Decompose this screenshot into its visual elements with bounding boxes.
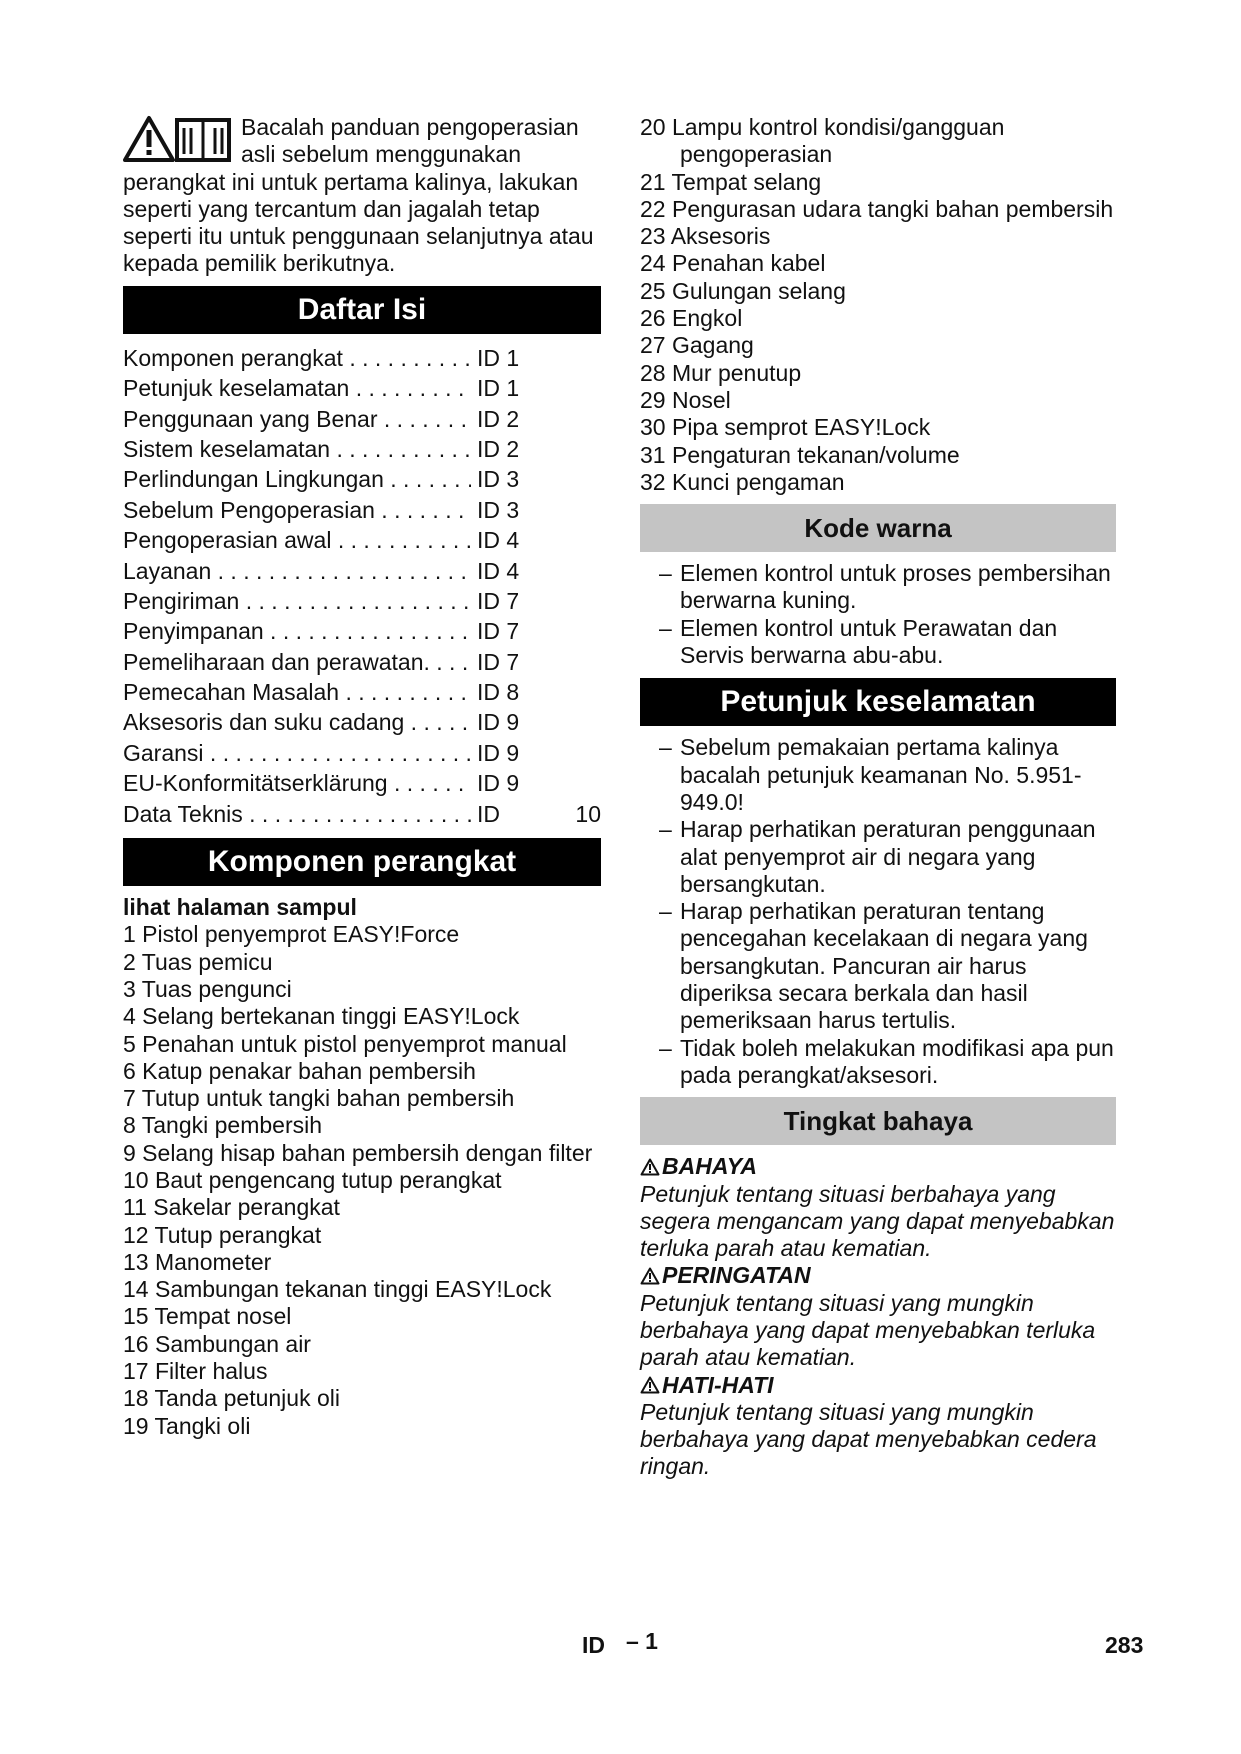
component-item: 9 Selang hisap bahan pembersih dengan filter (123, 1139, 593, 1166)
toc-entry-page: ID 4 (477, 557, 520, 584)
toc-entry-page-group (471, 556, 601, 586)
hazard-title (640, 1372, 1116, 1399)
component-item: 13 Manometer (123, 1248, 272, 1275)
hazard-text: Petunjuk tentang situasi berbahaya yang segera mengancam yang dapat menyebabkan terluka parah atau kematian. (640, 1180, 1115, 1262)
component-item: 5 Penahan untuk pistol penyemprot manual (123, 1030, 567, 1057)
component-item: 18 Tanda petunjuk oli (123, 1385, 340, 1412)
component-item: 10 Baut pengencang tutup perangkat (123, 1167, 502, 1193)
toc-entry-title: Aksesoris dan suku cadang . . . (123, 707, 471, 737)
toc-entry-page-group (471, 768, 601, 798)
intro-notice (123, 114, 601, 278)
open-book-icon (177, 120, 229, 160)
toc-entry-page-group (471, 464, 601, 494)
dash-marker: – (659, 898, 672, 925)
toc-entry-page-num: 10 (575, 800, 601, 827)
bullet-text: Harap perhatikan peraturan penggunaan alat penyemprot air di negara yang bersangkutan. (680, 816, 1096, 897)
toc-entry (123, 647, 601, 677)
toc-entry-page-group (471, 616, 601, 646)
component-item: 21 Tempat selang (640, 168, 822, 195)
toc-entry-page: ID 1 (477, 375, 520, 402)
toc-entry-page-group (471, 677, 601, 707)
warning-triangle-icon (640, 1158, 660, 1176)
toc-entry-page: ID 7 (477, 648, 520, 675)
hazard-title (640, 1153, 1116, 1180)
components-list-right (640, 114, 1116, 496)
dash-marker: – (659, 614, 672, 641)
toc-entry-title: Sistem keselamatan . . . (123, 434, 471, 464)
hazard-title-text: PERINGATAN (662, 1262, 811, 1289)
component-item: 12 Tutup perangkat (123, 1221, 322, 1248)
toc-entry-page: ID 9 (477, 739, 520, 766)
toc-entry-title: Petunjuk keselamatan . . . (123, 373, 471, 403)
components-list-left (123, 921, 601, 1440)
footer-language: ID (582, 1632, 605, 1658)
toc-entry-page-group (471, 404, 601, 434)
toc-entry-page-group (471, 373, 601, 403)
bullet-item (640, 898, 1116, 1034)
bullet-item (640, 560, 1116, 615)
component-item: 22 Pengurasan udara tangki bahan pembersih (640, 195, 1114, 222)
toc-entry-page: ID (477, 800, 500, 827)
component-item: 17 Filter halus (123, 1358, 268, 1385)
toc-heading: Daftar Isi (123, 286, 601, 334)
component-item: 30 Pipa semprot EASY!Lock (640, 414, 931, 441)
right-column (640, 114, 1116, 1481)
component-item: 1 Pistol penyemprot EASY!Force (123, 921, 460, 948)
component-item: 29 Nosel (640, 386, 731, 413)
bullet-item (640, 1035, 1116, 1090)
footer-page-number: 283 (1105, 1632, 1144, 1658)
component-item: 32 Kunci pengaman (640, 468, 845, 495)
component-item: 23 Aksesoris (640, 223, 771, 250)
toc-list (123, 343, 601, 829)
components-heading: Komponen perangkat (123, 838, 601, 886)
toc-entry-page-group (471, 434, 601, 464)
toc-entry-title: Pengoperasian awal . . . (123, 525, 471, 555)
toc-entry-title: EU-Konformitätserklärung . . . (123, 768, 471, 798)
component-item: 15 Tempat nosel (123, 1303, 292, 1330)
component-item: 7 Tutup untuk tangki bahan pembersih (123, 1085, 515, 1112)
toc-entry-page-group (471, 738, 601, 768)
dash-marker: – (659, 734, 672, 761)
toc-entry (123, 707, 601, 737)
toc-entry-page: ID 1 (477, 344, 520, 371)
toc-entry-title: Penyimpanan . . . (123, 616, 471, 646)
bullet-text: Harap perhatikan peraturan tentang pencegahan kecelakaan di negara yang bersangkutan. Pancuran air harus diperiksa secara berkala dan hasil pemeriksaan harus tertulis. (680, 898, 1088, 1034)
footer-section-page: – 1 (626, 1628, 658, 1654)
component-item: 3 Tuas pengunci (123, 975, 292, 1002)
bullet-text: Tidak boleh melakukan modifikasi apa pun pada perangkat/aksesori. (680, 1034, 1114, 1088)
component-item: 6 Katup penakar bahan pembersih (123, 1057, 476, 1084)
dash-marker: – (659, 560, 672, 587)
toc-entry-page-group (471, 707, 601, 737)
left-column (123, 114, 601, 1440)
toc-entry (123, 404, 601, 434)
toc-entry-title: Sebelum Pengoperasian . . . (123, 495, 471, 525)
toc-entry-page-group (471, 647, 601, 677)
component-item: 19 Tangki oli (123, 1412, 251, 1439)
component-item: 25 Gulungan selang (640, 277, 846, 304)
bullet-text: Sebelum pemakaian pertama kalinya bacalah petunjuk keamanan No. 5.951-949.0! (680, 734, 1082, 815)
component-item: 31 Pengaturan tekanan/volume (640, 441, 960, 468)
toc-entry (123, 768, 601, 798)
toc-entry-page: ID 2 (477, 435, 520, 462)
component-item: 28 Mur penutup (640, 359, 802, 386)
component-item: 2 Tuas pemicu (123, 948, 273, 975)
toc-entry-title: Pemeliharaan dan perawatan. . . . (123, 647, 471, 677)
toc-entry (123, 677, 601, 707)
safety-heading: Petunjuk keselamatan (640, 678, 1116, 726)
toc-entry-page: ID 4 (477, 527, 520, 554)
toc-entry-page: ID 8 (477, 679, 520, 706)
toc-entry (123, 373, 601, 403)
toc-entry (123, 738, 601, 768)
component-item: 16 Sambungan air (123, 1330, 311, 1357)
toc-entry-page: ID 7 (477, 618, 520, 645)
hazard-title-text: BAHAYA (662, 1153, 757, 1180)
toc-entry (123, 343, 601, 373)
component-item: 4 Selang bertekanan tinggi EASY!Lock (123, 1003, 520, 1030)
warning-triangle-icon (640, 1267, 660, 1285)
toc-entry (123, 799, 601, 829)
dash-marker: – (659, 1034, 672, 1061)
safety-list (640, 734, 1116, 1089)
toc-entry-page: ID 9 (477, 770, 520, 797)
intro-text: Bacalah panduan pengoperasian asli sebelum menggunakan perangkat ini untuk pertama kalinya, lakukan seperti yang tercantum dan jagalah tetap seperti itu untuk penggunaan selanjutnya atau kepada pemilik berikutnya. (123, 114, 594, 277)
toc-entry-page: ID 2 (477, 405, 520, 432)
hazard-text: Petunjuk tentang situasi yang mungkin berbahaya yang dapat menyebabkan terluka parah atau kematian. (640, 1289, 1096, 1371)
toc-entry (123, 525, 601, 555)
toc-entry-page: ID 9 (477, 709, 520, 736)
hazard-text: Petunjuk tentang situasi yang mungkin berbahaya yang dapat menyebabkan cedera ringan. (640, 1398, 1097, 1480)
toc-entry-page-group (471, 343, 601, 373)
toc-entry-page-group (471, 525, 601, 555)
warning-triangle-icon (125, 118, 173, 160)
bullet-item (640, 734, 1116, 816)
toc-entry-title: Garansi . . . (123, 738, 471, 768)
toc-entry (123, 464, 601, 494)
toc-entry-title: Komponen perangkat . . . (123, 343, 471, 373)
component-item: 20 Lampu kontrol kondisi/gangguan pengoperasian (640, 114, 1005, 168)
bullet-text: Elemen kontrol untuk proses pembersihan berwarna kuning. (680, 560, 1111, 614)
toc-entry-page-group (471, 586, 601, 616)
toc-entry-title: Perlindungan Lingkungan . . . (123, 464, 471, 494)
component-item: 8 Tangki pembersih (123, 1112, 323, 1139)
toc-entry (123, 495, 601, 525)
components-subheading: lihat halaman sampul (123, 894, 357, 921)
warning-triangle-icon (640, 1376, 660, 1394)
color-code-heading: Kode warna (640, 504, 1116, 552)
component-item: 11 Sakelar perangkat (123, 1194, 340, 1221)
toc-entry-title: Data Teknis . . . (123, 799, 471, 829)
hazard-heading: Tingkat bahaya (640, 1097, 1116, 1145)
toc-entry-page: ID 3 (477, 466, 520, 493)
hazard-title (640, 1262, 1116, 1289)
intro-icons (123, 114, 235, 166)
dash-marker: – (659, 816, 672, 843)
bullet-item (640, 816, 1116, 898)
component-item: 26 Engkol (640, 305, 743, 332)
color-code-list (640, 560, 1116, 669)
toc-entry-page-group (471, 495, 601, 525)
hazard-title-text: HATI-HATI (662, 1371, 774, 1398)
toc-entry (123, 556, 601, 586)
toc-entry-title: Pengiriman . . . (123, 586, 471, 616)
toc-entry (123, 434, 601, 464)
toc-entry-page: ID 7 (477, 587, 520, 614)
toc-entry-title: Penggunaan yang Benar . . . (123, 404, 471, 434)
hazard-levels (640, 1153, 1116, 1481)
bullet-text: Elemen kontrol untuk Perawatan dan Servis berwarna abu-abu. (680, 614, 1058, 669)
bullet-item (640, 615, 1116, 670)
component-item: 27 Gagang (640, 332, 754, 359)
toc-entry-title: Pemecahan Masalah . . . (123, 677, 471, 707)
component-item: 24 Penahan kabel (640, 250, 826, 277)
toc-entry-title: Layanan . . . (123, 556, 471, 586)
toc-entry-page: ID 3 (477, 496, 520, 523)
component-item: 14 Sambungan tekanan tinggi EASY!Lock (123, 1276, 552, 1303)
toc-entry (123, 616, 601, 646)
toc-entry (123, 586, 601, 616)
toc-entry-page-group (471, 799, 601, 829)
